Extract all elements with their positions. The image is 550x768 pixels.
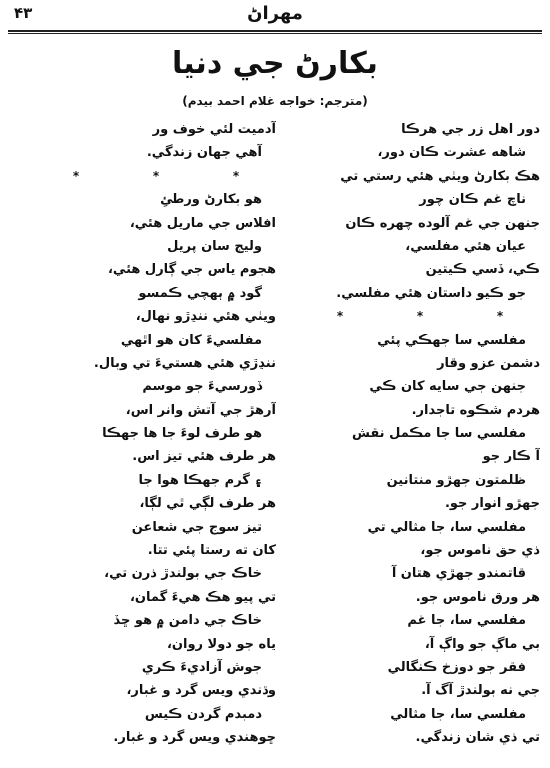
poem-line: جنهن جي غم آلوده چهره ڪان [345, 215, 540, 231]
translator-credit: (مترجم: خواجه غلام احمد بيدم) [182, 94, 368, 108]
poem-line: ياه جو دولا روان، [166, 636, 276, 652]
poem-line: آهي جهان زندگي. [146, 145, 262, 161]
poem-line: ناچ غم ڪان چور [419, 192, 526, 208]
poem-line: مفلسي سا جهڪي پئي [377, 332, 526, 348]
poem-line: شاهه عشرت ڪان دور، [377, 145, 526, 161]
poem-line: ظلمتون جهڙو منتانين [386, 472, 526, 488]
poem-line: افلاس جي ماريل هئي، [129, 215, 276, 231]
page-number: ۴۳ [14, 4, 33, 22]
poem-line: مفلسي سا جا مڪمل نقش [351, 426, 526, 442]
poem-line: هو طرف لوءَ جا ها جهڪا [102, 426, 262, 442]
poem-line: دمبدم گردن ڪيس [144, 706, 262, 722]
header-divider [8, 33, 542, 34]
stanza-separator: * * * [336, 309, 504, 324]
poem-line: هو بکارڻ ورطئِ [160, 192, 262, 208]
poem-line: ڪي، ڏسي ڪيتين [425, 262, 540, 278]
poem-line: هجوم ياس جي ڳارل هئي، [107, 262, 276, 278]
poem-line: قاتمندو جهڙي هتان آ [391, 566, 526, 582]
poem-line: هردم شڪوه تاجدار. [411, 402, 540, 418]
poem-line: تيز سوج جي شعاعن [131, 519, 262, 535]
poem-line: هر طرف لڳي ٿي لڳا، [139, 496, 276, 512]
poem-line: خاڪ جي دامن ۾ هو ڇڏ [113, 613, 262, 629]
poem-line: جهڙو انوار جو. [444, 496, 540, 512]
poem-line: جنهن جي سايه کان ڪي [369, 379, 526, 395]
poem-line: کان ته رستا پئي تتا. [147, 543, 276, 559]
poem-line: آرهڙ جي آتش وانر اس، [125, 402, 276, 418]
poem-line: مفلسي سا، جا مثالي [390, 706, 526, 722]
poem-column-right [300, 118, 540, 750]
poem-line: تي پيو هڪ هيءَ گمان، [129, 589, 276, 605]
poem-line: جو ڪيو داستان هئي مفلسي. [336, 285, 526, 301]
poem-line: عيان هئي مفلسي، [405, 238, 526, 254]
poem-line: مفلسي سا، جا مثالي تي [367, 519, 526, 535]
poem-line: هر ورق ناموس جو. [415, 589, 540, 605]
poem-line: وڌندي ويس گرد و غبار، [126, 683, 276, 699]
poem-line: ذي حق ناموس جو، [420, 543, 540, 559]
poem-line: ۽ گرم جهڪا هوا جا [138, 472, 262, 488]
poem-line: جي نه بولندڙ آگ آ. [421, 683, 540, 699]
poem-line: هڪ بکارڻ ويٺي هئي رستي تي [340, 168, 540, 184]
poem-line: هر طرف هئي تيز اس. [132, 449, 276, 465]
poem-line: فقر جو دوزخ ڪنگالي [387, 659, 526, 675]
poem-line: ويٺي هئي ننڍڙو نهال، [135, 309, 276, 325]
poem-line: مفلسيءَ کان هو اٿهي [120, 332, 262, 348]
poem-line: بي ماڳ جو واڳ آ، [424, 636, 540, 652]
poem-line: وليج سان پريل [167, 238, 262, 254]
poem-line: آدميت لئي خوف ور [152, 122, 276, 137]
magazine-name: مهراڻ [247, 3, 303, 24]
stanza-separator: * * * [72, 168, 240, 183]
poem-line: دشمن عزو وقار [437, 355, 540, 371]
poem-line: آ ڪار جو [482, 449, 540, 465]
poem-line: خاڪ جي بولندڙ ذرن تي، [104, 566, 262, 582]
poem-line: دور اهل زر جي هرڪا [401, 122, 540, 137]
poem-line: ڏورسيءَ جو موسم [142, 379, 262, 395]
poem-line: ننڍڙي هئي هستيءَ تي وبال. [93, 355, 276, 371]
poem-title: بکارڻ جي دنيا [172, 46, 378, 81]
poem-line: جوش آزاديءَ ڪري [141, 659, 262, 675]
poem-line: ڇوهندي ويس گرد و غبار. [113, 730, 276, 746]
poem-line: گود ۾ ٻهچي ڪمسو [138, 285, 262, 301]
poem-line: تي ذي شان زندگي. [415, 730, 540, 746]
page-header [8, 0, 542, 32]
poem-column-left [36, 118, 276, 750]
poem-line: مفلسي سا، جا غم [407, 613, 526, 629]
